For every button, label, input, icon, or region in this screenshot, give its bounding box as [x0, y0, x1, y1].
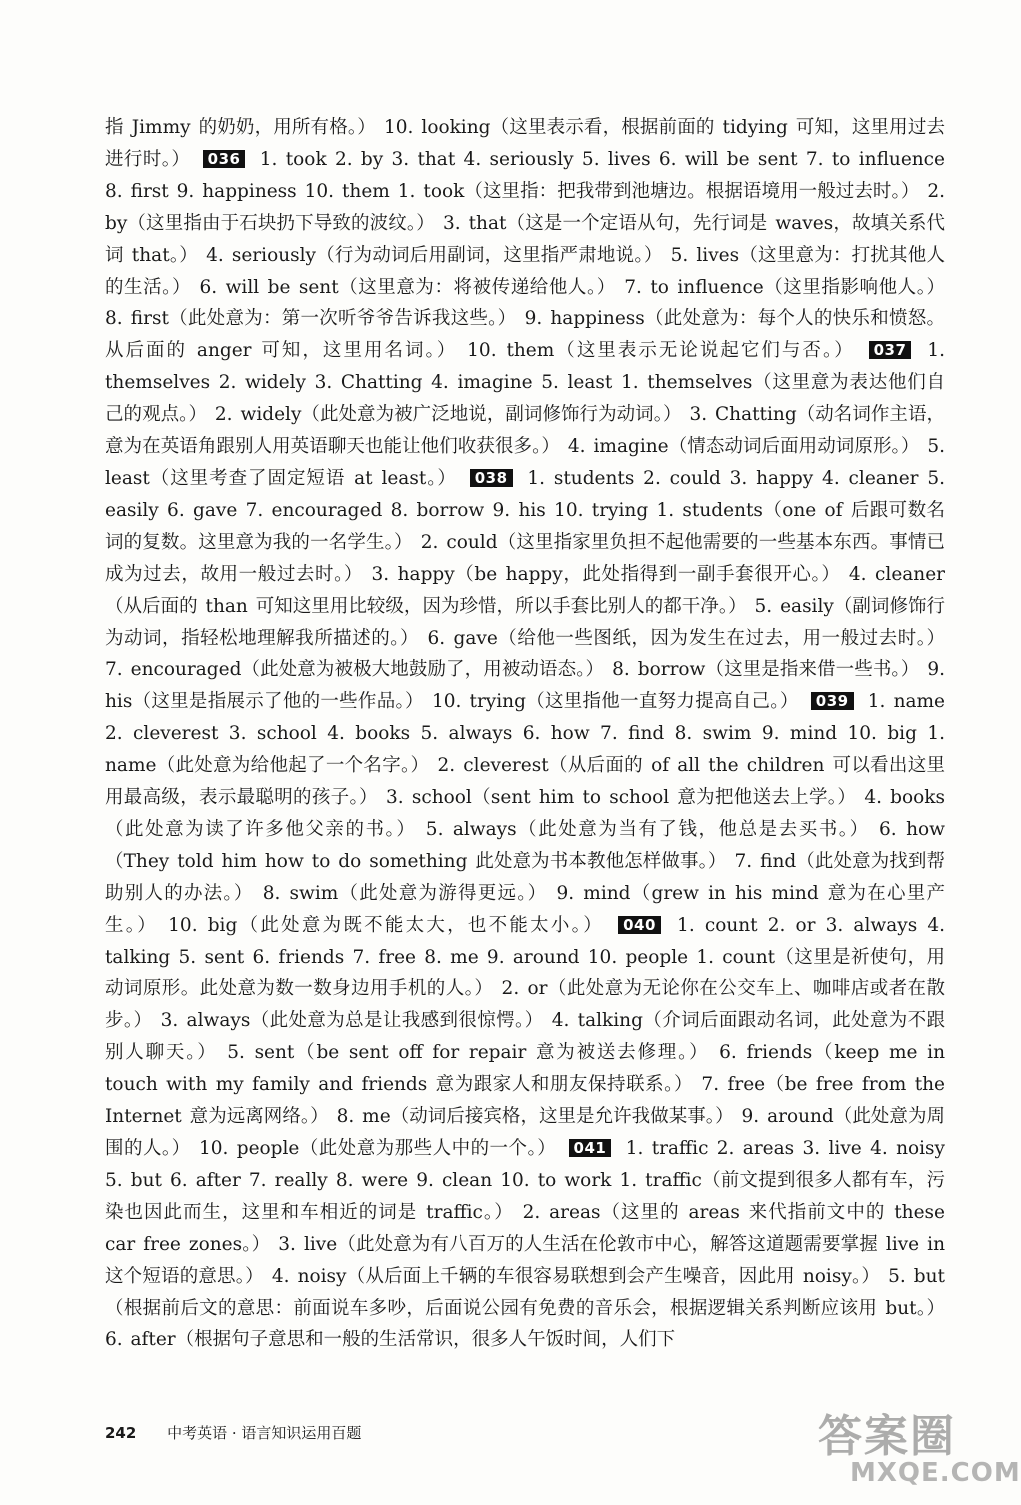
answer-text-segment: 1. themselves 2. widely 3. Chatting 4. imagine 5. least 1. themselves（这里意为表达他们自己的观点。） 2. widely（此处意为被广泛地说，副词修饰行为动词。） 3. Chatting（动名词作主语，意为在英语角跟别人用英语聊天也能让他们收获很多。） 4. imagine（情态动词后面用动词原形。） 5. least（这里考查了固定短语 at least。） [105, 340, 945, 489]
exercise-number-badge: 039 [811, 692, 854, 710]
watermark-brand-en: MXQE.COM [850, 1458, 1021, 1488]
exercise-number-badge: 037 [869, 341, 912, 359]
page-number: 242 [105, 1424, 137, 1442]
answer-text-segment: 1. name 2. cleverest 3. school 4. books 5. always 6. how 7. find 8. swim 9. mind 10. big 1. name（此处意为给他起了一个名字。） 2. cleverest（从后面的 of all the children 可以看出这里用最高级，表示最聪明的孩子。） 3. school（sent him to school 意为把他送去上学。） 4. books（此处意为读了许多他父亲的书。） 5. always（此处意为当有了钱，他总是去买书。） 6. how（They told him how to do something 此处意为书本教他怎样做事。） 7. find（此处意为找到帮助别人的办法。） 8. swim（此处意为游得更远。） 9. mind（grew in his mind 意为在心里产生。） 10. big（此处意为既不能太大，也不能太小。） [105, 691, 946, 936]
exercise-number-badge: 038 [470, 469, 513, 487]
answer-text-segment: 1. count 2. or 3. always 4. talking 5. sent 6. friends 7. free 8. me 9. around 10. people 1. count（这里是祈使句，用动词原形。此处意为数一数身边用手机的人。） 2. or（此处意为无论你在公交车上、咖啡店或者在散步。） 3. always（此处意为总是让我感到很惊愕。） 4. talking（介词后面跟动名词，此处意为不跟别人聊天。） 5. sent（be sent off for repair 意为被送去修理。） 6. friends（keep me in touch with my family and friends 意为跟家人和朋友保持联系。） 7. free（be free from the Internet 意为远离网络。） 8. me（动词后接宾格，这里是允许我做某事。） 9. around（此处意为周围的人。） 10. people（此处意为那些人中的一个。） [105, 914, 945, 1159]
book-title: 中考英语 · 语言知识运用百题 [167, 1424, 362, 1442]
answer-text-block [105, 112, 945, 1356]
answer-text-segment: 指 Jimmy 的奶奶，用所有格。） 10. looking（这里表示看，根据前面的 tidying 可知，这里用过去进行时。） [105, 117, 945, 170]
watermark-logo [810, 1400, 1021, 1500]
answer-text-segment: 1. took 2. by 3. that 4. seriously 5. lives 6. will be sent 7. to influence 8. first 9. happiness 10. them 1. took（这里指：把我带到池塘边。根据语境用一般过去时。） 2. by（这里指由于石块扔下导致的波纹。） 3. that（这是一个定语从句，先行词是 waves，故填关系代词 that。） 4. seriously（行为动词后用副词，这里指严肃地说。） 5. lives（这里意为：打扰其他人的生活。） 6. will be sent（这里意为：将被传递给他人。） 7. to influence（这里指影响他人。） 8. first（此处意为：第一次听爷爷告诉我这些。） 9. happiness（此处意为：每个人的快乐和愤怒。从后面的 anger 可知，这里用名词。） 10. them（这里表示无论说起它们与否。） [105, 148, 945, 362]
answer-text-segment: 1. students 2. could 3. happy 4. cleaner 5. easily 6. gave 7. encouraged 8. borrow 9. his 10. trying 1. students（one of 后跟可数名词的复数。这里意为我的一名学生。） 2. could（这里指家里负担不起他需要的一些基本东西。事情已成为过去，故用一般过去时。） 3. happy（be happy，此处指得到一副手套很开心。） 4. cleaner（从后面的 than 可知这里用比较级，因为珍惜，所以手套比别人的都干净。） 5. easily（副词修饰行为动词，指轻松地理解我所描述的。） 6. gave（给他一些图纸，因为发生在过去，用一般过去时。） 7. encouraged（此处意为被极大地鼓励了，用被动语态。） 8. borrow（这里是指来借一些书。） 9. his（这里是指展示了他的一些作品。） 10. trying（这里指他一直努力提高自己。） [105, 467, 945, 713]
exercise-number-badge: 036 [203, 150, 246, 168]
watermark-brand-cn: 答案圈 [818, 1411, 956, 1462]
page-footer [105, 1418, 361, 1448]
exercise-number-badge: 041 [569, 1139, 612, 1157]
exercise-number-badge: 040 [618, 916, 661, 934]
answer-text-segment: 1. traffic 2. areas 3. live 4. noisy 5. but 6. after 7. really 8. were 9. clean 10. to work 1. traffic（前文提到很多人都有车，污染也因此而生，这里和车相近的词是 traffic。） 2. areas（这里的 areas 来代指前文中的 these car free zones。） 3. live（此处意为有八百万的人生活在伦敦市中心，解答这道题需要掌握 live in 这个短语的意思。） 4. noisy（从后面上千辆的车很容易联想到会产生噪音，因此用 noisy。） 5. but（根据前后文的意思：前面说车多吵，后面说公园有免费的音乐会，根据逻辑关系判断应该用 but。） 6. after（根据句子意思和一般的生活常识，很多人午饭时间，人们下 [105, 1138, 945, 1351]
